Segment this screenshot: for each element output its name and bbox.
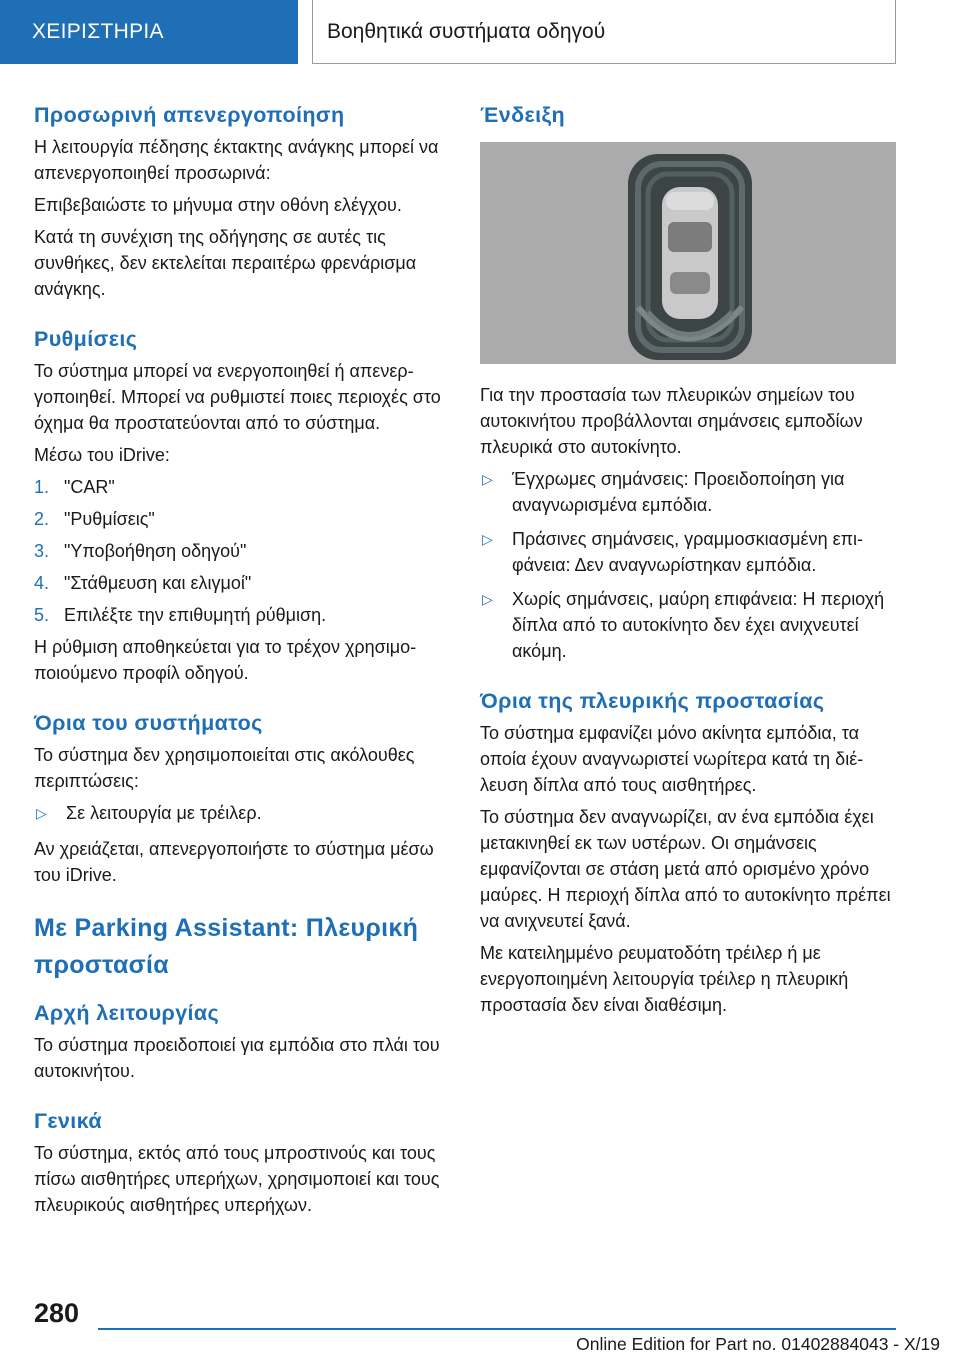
paragraph: Αν χρειάζεται, απενεργοποιήστε το σύστημα μέσω του iDrive. — [34, 839, 434, 885]
paragraph: Επιβεβαιώστε το μήνυμα στην οθόνη ελέγχου. — [34, 195, 402, 215]
right-column — [480, 100, 898, 1040]
left-column — [34, 100, 452, 1240]
step-text: "Υποβοήθηση οδηγού" — [64, 541, 247, 561]
step-number: 3. — [34, 541, 50, 561]
list-item — [34, 474, 452, 500]
section-side-protection-limits — [480, 686, 898, 1018]
heading-settings: Ρυθμίσεις — [34, 327, 138, 351]
paragraph: Το σύστημα εμφανίζει μόνο ακίνητα εμπόδια, τα οποία έχουν αναγνωριστεί νωρίτερα κατά τη διέλευση δίπλα από τους αισθητήρες. — [480, 723, 864, 795]
list-item — [480, 586, 898, 664]
step-text: "CAR" — [64, 477, 115, 497]
list-item — [34, 570, 452, 596]
heading-general: Γενικά — [34, 1109, 102, 1133]
step-text: "Στάθμευση και ελιγμοί" — [64, 573, 252, 593]
list-item — [34, 506, 452, 532]
heading-parking-assistant: Με Parking Assistant: Πλευρική προστασία — [34, 914, 419, 979]
triangle-bullet-icon: ▷ — [482, 471, 493, 487]
list-item — [34, 538, 452, 564]
step-number: 2. — [34, 509, 50, 529]
list-item — [34, 800, 452, 826]
section-general — [34, 1106, 452, 1218]
paragraph: Το σύστημα, εκτός από τους μπροστινούς και τους πίσω αισθητήρες υπερήχων, χρησιμοποιεί και τους πλευρικούς αισθητήρες υπερήχων. — [34, 1143, 440, 1215]
paragraph: Το σύστημα μπορεί να ενεργοποιηθεί ή απενεργοποιηθεί. Μπορεί να ρυθμιστεί ποιες περιοχές στο όχημα θα προστατεύονται από το σύστημα. — [34, 361, 441, 433]
chapter-tab: ΧΕΙΡΙΣΤΗΡΙΑ — [0, 0, 298, 64]
bullet-text: Χωρίς σημάνσεις, μαύρη επιφάνεια: Η περιοχή δίπλα από το αυτοκίνητο δεν έχει ανιχνευτεί ακόμη. — [512, 589, 885, 661]
step-number: 4. — [34, 573, 50, 593]
paragraph: Για την προστασία των πλευρικών σημείων του αυτοκινήτου προβάλλονται σημάνσεις εμποδίων πλευρικά στο αυτοκίνητο. — [480, 385, 863, 457]
paragraph: Η λειτουργία πέδησης έκτακτης ανάγκης μπορεί να απενεργοποιηθεί προσωρινά: — [34, 137, 439, 183]
step-number: 1. — [34, 477, 50, 497]
edition-info: Online Edition for Part no. 01402884043 - X/19 — [576, 1334, 940, 1354]
footer-divider — [98, 1328, 896, 1330]
section-temp-deactivation — [34, 100, 452, 302]
heading-principle: Αρχή λειτουργίας — [34, 1001, 220, 1025]
section-settings — [34, 324, 452, 686]
heading-temp-deactivation: Προσωρινή απενεργοποίηση — [34, 103, 345, 127]
paragraph: Η ρύθμιση αποθηκεύεται για το τρέχον χρησιμοποιούμενο προφίλ οδηγού. — [34, 637, 417, 683]
limits-bullet-list — [34, 800, 452, 826]
paragraph: Κατά τη συνέχιση της οδήγησης σε αυτές τις συνθήκες, δεν εκτελείται περαιτέρω φρενάρισμα ανάγκης. — [34, 227, 417, 299]
side-protection-figure — [480, 142, 896, 364]
page-number: 280 — [34, 1298, 80, 1328]
vehicle-top-view-illustration — [480, 142, 896, 364]
bullet-text: Έγχρωμες σημάνσεις: Προειδοποίηση για αναγνωρισμένα εμπόδια. — [512, 469, 845, 515]
section-parking-assistant — [34, 910, 452, 984]
bullet-text: Σε λειτουργία με τρέιλερ. — [66, 803, 262, 823]
triangle-bullet-icon: ▷ — [482, 591, 493, 607]
chapter-title: Βοηθητικά συστήματα οδηγού — [312, 0, 896, 64]
heading-display: Ένδειξη — [480, 103, 566, 127]
triangle-bullet-icon: ▷ — [36, 805, 47, 821]
markings-bullet-list — [480, 466, 898, 664]
step-number: 5. — [34, 605, 50, 625]
paragraph: Με κατειλημμένο ρευματοδότη τρέιλερ ή με ενεργοποιημένη λειτουργία τρέιλερ η πλευρική προστασία δεν είναι διαθέσιμη. — [480, 943, 849, 1015]
heading-side-protection-limits: Όρια της πλευρικής προστασίας — [480, 689, 825, 713]
bullet-text: Πράσινες σημάνσεις, γραμμοσκιασμένη επιφάνεια: Δεν αναγνωρίστηκαν εμπόδια. — [512, 529, 864, 575]
list-item — [480, 466, 898, 518]
triangle-bullet-icon: ▷ — [482, 531, 493, 547]
step-text: Επιλέξτε την επιθυμητή ρύθμιση. — [64, 605, 327, 625]
heading-system-limits: Όρια του συστήματος — [34, 711, 263, 735]
list-item — [480, 526, 898, 578]
paragraph: Το σύστημα δεν χρησιμοποιείται στις ακόλουθες περιπτώσεις: — [34, 745, 415, 791]
paragraph: Το σύστημα προειδοποιεί για εμπόδια στο πλάι του αυτοκινήτου. — [34, 1035, 440, 1081]
section-display — [480, 100, 898, 664]
paragraph: Το σύστημα δεν αναγνωρίζει, αν ένα εμπόδια έχει μετακινηθεί εκ των υστέρων. Οι σημάνσεις εμφανίζονται σε στάση μετά από ορισμένο χρόνο μαύρες. Η περιοχή δίπλα από το αυτοκίνητο πρέπει να ανιχνευτεί ξανά. — [480, 807, 891, 931]
section-system-limits — [34, 708, 452, 888]
idrive-steps-list — [34, 474, 452, 628]
paragraph: Μέσω του iDrive: — [34, 445, 170, 465]
section-principle — [34, 998, 452, 1084]
step-text: "Ρυθμίσεις" — [64, 509, 155, 529]
list-item — [34, 602, 452, 628]
